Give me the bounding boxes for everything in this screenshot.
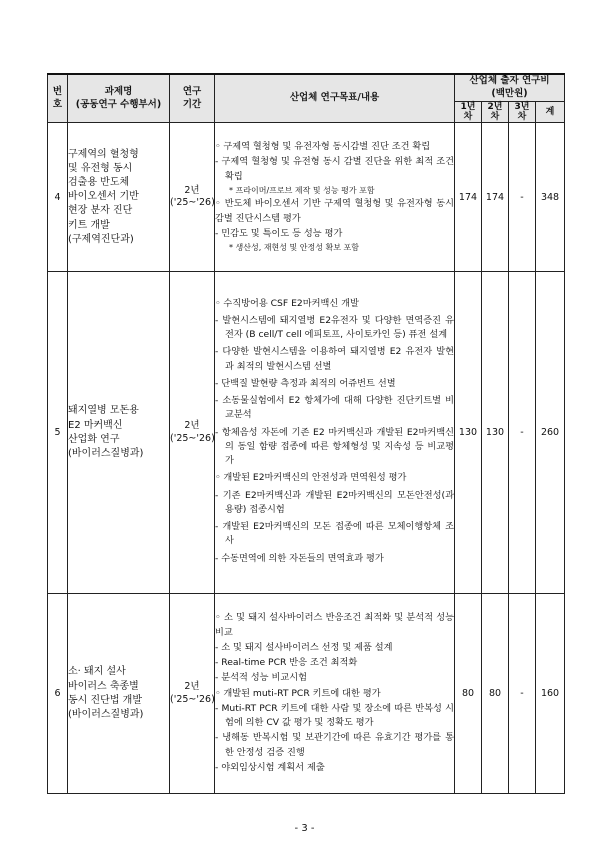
header-total-text: 계 (545, 106, 555, 117)
header-period (170, 74, 215, 123)
goal-item: - 민감도 및 특이도 등 성능 평가 (215, 227, 343, 239)
year2-funding (482, 272, 509, 594)
header-year3-text: 3년 차 (514, 101, 530, 122)
year3-funding-text: - (520, 688, 524, 700)
goal-item: - 소동물실험에서 E2 항체가에 대해 다양한 진단키트별 비교분석 (215, 395, 454, 421)
total-funding (536, 594, 565, 794)
header-year2 (482, 101, 509, 123)
research-goals (215, 594, 455, 794)
goal-item: - 항체음성 자돈에 기존 E2 마커백신과 개발된 E2마커백신의 동일 함량 접종에 따른 항체형성 및 지속성 등 비교평가 (215, 426, 454, 467)
project-title-text: 소· 돼지 설사 바이러스 축종별 동시 진단법 개발 (바이러스질병과) (68, 666, 144, 720)
header-year2-text: 2년 차 (487, 101, 503, 122)
header-funding (455, 74, 565, 101)
project-title-text: 돼지열병 모돈용 E2 마커백신 산업화 연구 (바이러스질병과) (68, 405, 144, 459)
header-no (48, 74, 68, 123)
row-number-text: 6 (54, 688, 61, 700)
header-no-text: 번 호 (52, 85, 63, 110)
research-period-text: 2년 ('25~'26) (170, 420, 215, 444)
row-number (48, 123, 68, 272)
research-period-text: 2년 ('25~'26) (170, 184, 215, 209)
goal-item: - 다양한 발현시스템을 이용하여 돼지열병 E2 유전자 발현과 최적의 발현시스템 선별 (215, 346, 454, 372)
goal-item: - 수동면역에 의한 자돈들의 면역효과 평가 (215, 552, 384, 564)
research-goals (215, 123, 455, 272)
total-funding-text: 160 (540, 688, 560, 700)
goal-heading: ◦ 소 및 돼지 설사바이러스 반응조건 최적화 및 분석적 성능비교 (215, 612, 454, 638)
goal-item: - 냉해동 반복시험 및 보관기간에 따른 유효기간 평가를 통한 안정성 검증 진행 (215, 732, 454, 758)
year1-funding-text: 80 (461, 688, 475, 700)
research-period (170, 594, 215, 794)
goal-heading: ◦ 개발된 E2마커백신의 안전성과 면역원성 평가 (215, 472, 407, 484)
year2-funding-text: 130 (485, 427, 505, 439)
goal-item: - Real-time PCR 반응 조건 최적화 (215, 657, 358, 669)
table-row (48, 272, 565, 594)
row-number-text: 5 (54, 427, 61, 439)
year3-funding (509, 594, 536, 794)
row-number (48, 272, 68, 594)
goal-note: * 생산성, 재현성 및 안정성 확보 포함 (229, 243, 359, 253)
goal-item: - 발현시스템에 돼지열병 E2유전자 및 다양한 면역증진 유전자 (B cell/T cell 에피토프, 사이토카인 등) 퓨전 설계 (215, 314, 454, 341)
header-title (68, 74, 170, 123)
research-period (170, 272, 215, 594)
goal-heading: ◦ 수직방어용 CSF E2마커백신 개발 (215, 297, 359, 309)
year1-funding (455, 272, 482, 594)
goal-item: - 단백질 발현량 측정과 최적의 어쥬번트 선별 (215, 377, 396, 389)
goal-heading: ◦ 개발된 muti-RT PCR 키트에 대한 평가 (215, 687, 381, 699)
research-period (170, 123, 215, 272)
project-title (68, 123, 170, 272)
project-title (68, 594, 170, 794)
year2-funding-text: 174 (485, 191, 505, 203)
total-funding (536, 272, 565, 594)
research-goals (215, 272, 455, 594)
header-year1 (455, 101, 482, 123)
year3-funding-text: - (520, 191, 524, 203)
header-title-text: 과제명 (공동연구 수행부서) (75, 85, 162, 110)
header-goal (215, 74, 455, 123)
year2-funding-text: 80 (488, 688, 502, 700)
header-year3 (509, 101, 536, 123)
year3-funding (509, 272, 536, 594)
goal-item: - 분석적 성능 비교시험 (215, 672, 307, 684)
research-table (47, 73, 565, 794)
year1-funding-text: 174 (458, 191, 478, 203)
goal-item: - Muti-RT PCR 키트에 대한 사람 및 장소에 따른 반복성 시험에 의한 CV 값 평가 및 정확도 평가 (215, 702, 454, 729)
header-goal-text: 산업체 연구목표/내용 (289, 92, 380, 104)
year1-funding (455, 594, 482, 794)
total-funding-text: 348 (540, 191, 560, 203)
research-period-text: 2년 ('25~'26) (170, 681, 215, 705)
row-number-text: 4 (54, 191, 61, 203)
goal-note: * 프라이머/프로브 제작 및 성능 평가 포함 (229, 185, 375, 195)
header-total (536, 101, 565, 123)
goal-item: - 기존 E2마커백신과 개발된 E2마커백신의 모돈안전성(과용량) 접종시험 (215, 489, 454, 515)
page-number: - 3 - (294, 823, 315, 834)
year2-funding (482, 594, 509, 794)
header-funding-text: 산업체 출자 연구비 (백만원) (469, 75, 550, 99)
header-period-text: 연구 기간 (182, 85, 202, 110)
goal-heading: ◦ 구제역 혈청형 및 유전자형 동시감별 진단 조건 확립 (215, 141, 431, 153)
year3-funding-text: - (520, 427, 524, 439)
table-row (48, 123, 565, 272)
goal-heading: ◦ 반도체 바이오센서 기반 구제역 혈청형 및 유전자형 동시감별 진단시스템 평가 (215, 198, 454, 224)
goal-item: - 구제역 혈청형 및 유전형 동시 감별 진단을 위한 최적 조건 확립 (215, 156, 454, 182)
header-year1-text: 1년 차 (460, 101, 476, 122)
year1-funding (455, 123, 482, 272)
year3-funding (509, 123, 536, 272)
goal-item: - 소 및 돼지 설사바이러스 선정 및 제품 설계 (215, 641, 393, 653)
goal-item: - 야외임상시험 계획서 제출 (215, 761, 325, 773)
table-row (48, 594, 565, 794)
year1-funding-text: 130 (458, 427, 478, 439)
project-title-text: 구제역의 혈청형 및 유전형 동시 검출용 반도체 바이오센서 기반 현장 분자 진단 키트 개발 (구제역진단과) (68, 148, 139, 245)
total-funding-text: 260 (540, 427, 560, 439)
row-number (48, 594, 68, 794)
goal-item: - 개발된 E2마커백신의 모돈 접종에 따른 모체이행항체 조사 (215, 521, 454, 547)
total-funding (536, 123, 565, 272)
year2-funding (482, 123, 509, 272)
project-title (68, 272, 170, 594)
